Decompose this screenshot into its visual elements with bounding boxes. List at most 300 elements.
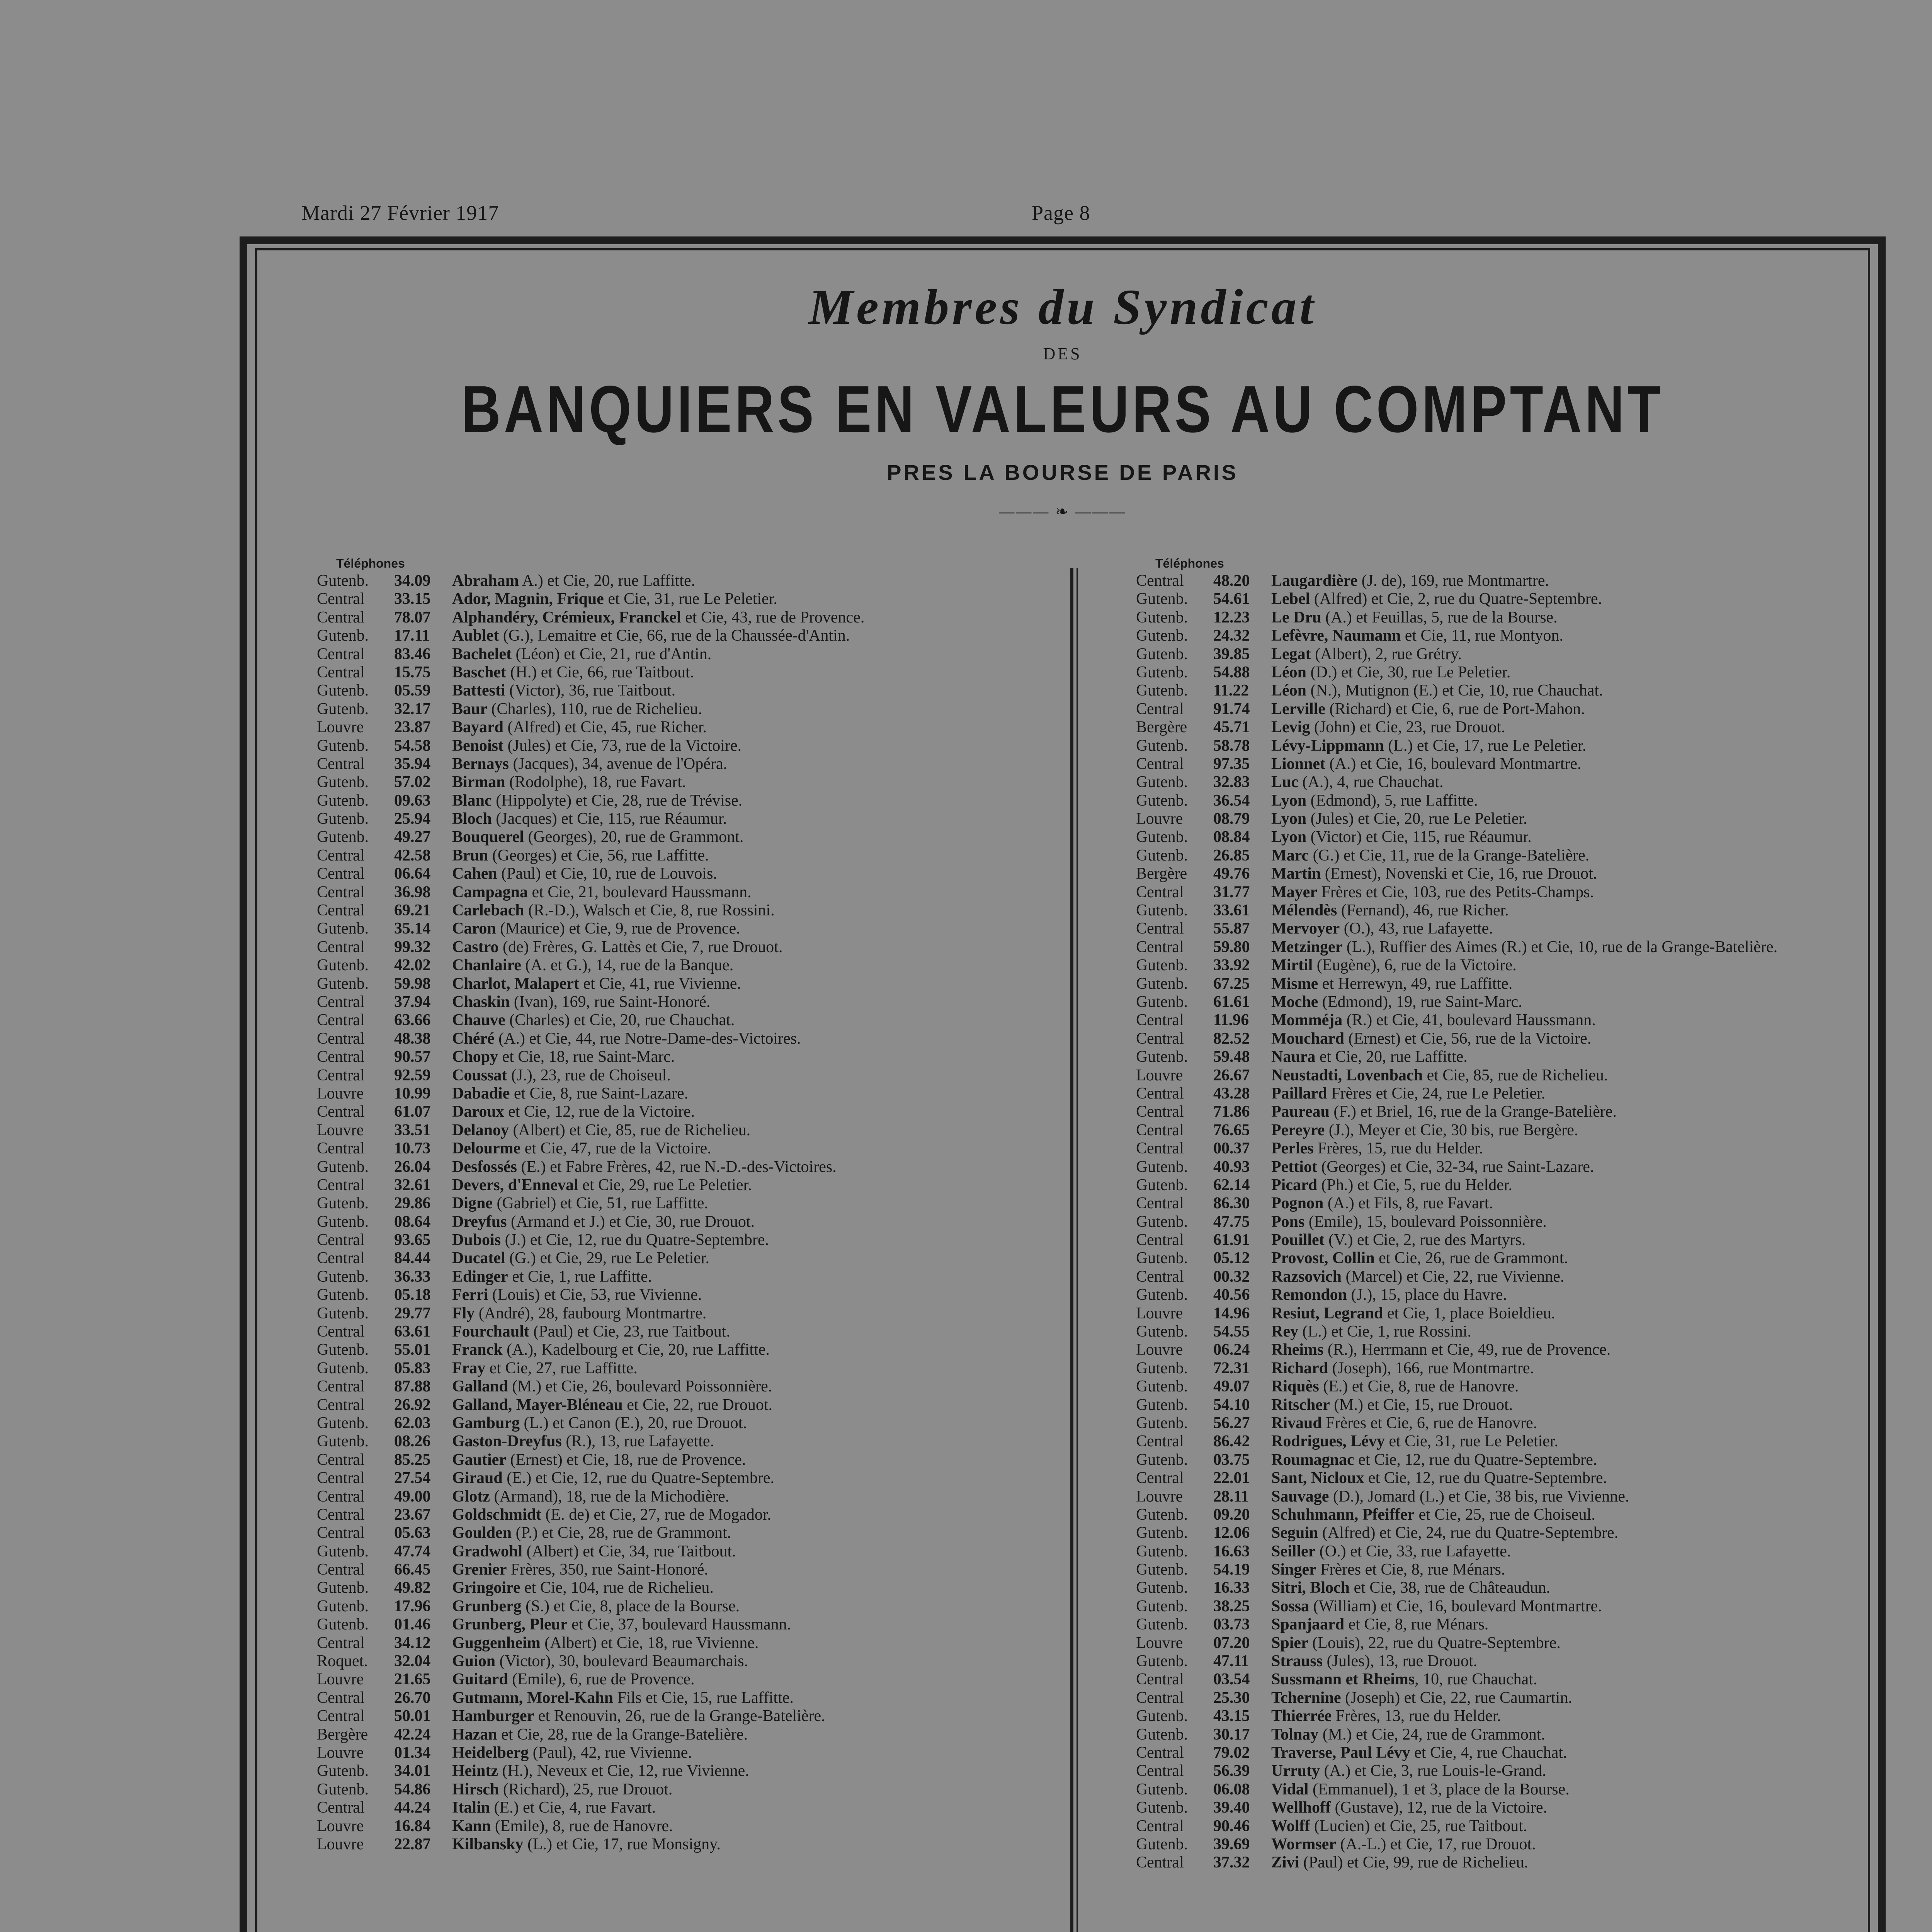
member-address: et Cie, 4, rue Chauchat.: [1410, 1744, 1567, 1762]
member-row: [1136, 1048, 1862, 1066]
member-address: (E. de) et Cie, 27, rue de Mogador.: [541, 1505, 771, 1524]
member-address: (Richard) et Cie, 6, rue de Port-Mahon.: [1325, 700, 1585, 718]
member-row: [1136, 1066, 1862, 1085]
member-address: (Ivan), 169, rue Saint-Honoré.: [510, 993, 711, 1011]
member-name: Ferri: [452, 1286, 488, 1304]
exchange-name: Central: [317, 1029, 365, 1048]
phone-number: 91.74: [1213, 700, 1250, 718]
member-address: (Albert) et Cie, 18, rue Vivienne.: [540, 1634, 759, 1652]
member-name: Tchernine: [1271, 1689, 1341, 1707]
phone-number: 71.86: [1213, 1103, 1250, 1121]
member-name: Mervoyer: [1271, 920, 1340, 938]
member-address: et Cie, 18, rue Saint-Marc.: [498, 1048, 675, 1066]
member-address: (J.), 23, rue de Choiseul.: [507, 1066, 671, 1084]
member-name: Blanc: [452, 791, 492, 810]
exchange-name: Central: [317, 1378, 365, 1396]
member-name: Bayard: [452, 718, 504, 736]
member-name: Léon: [1271, 682, 1307, 700]
exchange-name: Central: [317, 1634, 365, 1652]
member-address: (N.), Mutignon (E.) et Cie, 10, rue Chauchat.: [1306, 682, 1603, 700]
member-row: [1136, 682, 1862, 700]
phone-number: 59.48: [1213, 1048, 1250, 1066]
member-address: (Jules) et Cie, 73, rue de la Victoire.: [503, 736, 742, 755]
phone-number: 56.39: [1213, 1762, 1250, 1780]
exchange-name: Gutenb.: [1136, 1359, 1188, 1377]
member-address: (Alfred) et Cie, 45, rue Richer.: [503, 718, 707, 736]
exchange-name: Gutenb.: [1136, 1542, 1188, 1560]
member-row: [317, 1341, 1043, 1359]
exchange-name: Gutenb.: [317, 1432, 369, 1451]
phone-number: 36.98: [394, 883, 431, 901]
member-row: [317, 1707, 1043, 1725]
member-name: Italin: [452, 1799, 490, 1817]
exchange-name: Central: [317, 1524, 365, 1542]
member-address: et Cie, 104, rue de Richelieu.: [520, 1579, 714, 1597]
member-row: [1136, 1561, 1862, 1579]
phone-number: 23.67: [394, 1505, 431, 1524]
member-row: [1136, 1597, 1862, 1616]
member-row: [1136, 1726, 1862, 1744]
exchange-name: Gutenb.: [317, 1341, 369, 1359]
phone-number: 54.88: [1213, 663, 1250, 681]
exchange-name: Central: [317, 663, 365, 681]
exchange-name: Central: [1136, 1744, 1184, 1762]
member-row: [317, 1359, 1043, 1378]
exchange-name: Central: [317, 1799, 365, 1817]
member-name: Aublet: [452, 627, 499, 645]
member-row: [1136, 1323, 1862, 1341]
member-name: Seguin: [1271, 1524, 1318, 1542]
member-name: Dreyfus: [452, 1213, 507, 1231]
phone-number: 05.18: [394, 1286, 431, 1304]
member-row: [317, 755, 1043, 773]
phone-number: 40.56: [1213, 1286, 1250, 1304]
exchange-name: Central: [317, 755, 365, 773]
member-name: Bachelet: [452, 645, 512, 663]
member-address: (Victor), 36, rue Taitbout.: [505, 682, 676, 700]
member-address: et Cie, 37, boulevard Haussmann.: [567, 1616, 791, 1634]
phone-number: 86.30: [1213, 1194, 1250, 1213]
member-address: et Cie, 1, rue Laffitte.: [508, 1267, 652, 1286]
exchange-name: Gutenb.: [1136, 1176, 1188, 1194]
member-address: (Edmond), 19, rue Saint-Marc.: [1318, 993, 1522, 1011]
member-address: (Marcel) et Cie, 22, rue Vivienne.: [1342, 1267, 1565, 1286]
member-row: [1136, 1488, 1862, 1506]
member-name: Perles: [1271, 1139, 1314, 1158]
phone-number: 09.20: [1213, 1505, 1250, 1524]
member-address: et Cie, 8, rue Ménars.: [1344, 1616, 1489, 1634]
member-name: Fly: [452, 1304, 475, 1322]
exchange-name: Central: [1136, 572, 1184, 590]
phone-number: 01.46: [394, 1616, 431, 1634]
member-address: (Léon) et Cie, 21, rue d'Antin.: [511, 645, 712, 663]
member-address: (André), 28, faubourg Montmartre.: [474, 1304, 707, 1322]
phone-number: 42.24: [394, 1725, 431, 1743]
phone-number: 54.10: [1213, 1396, 1250, 1414]
exchange-name: Central: [317, 1176, 365, 1194]
member-address: (A.) et Fils, 8, rue Favart.: [1323, 1194, 1493, 1213]
exchange-name: Gutenb.: [1136, 901, 1188, 920]
member-name: Charlot, Malapert: [452, 975, 579, 993]
member-address: (A. et G.), 14, rue de la Banque.: [521, 956, 734, 975]
member-row: [1136, 1799, 1862, 1817]
member-name: Seiller: [1271, 1542, 1316, 1560]
exchange-name: Gutenb.: [317, 1194, 369, 1213]
phone-number: 15.75: [394, 663, 431, 681]
phone-number: 12.23: [1213, 608, 1250, 626]
phone-number: 36.33: [394, 1267, 431, 1286]
member-address: (Charles), 110, rue de Richelieu.: [487, 700, 702, 718]
member-address: Frères et Cie, 6, rue de Hanovre.: [1321, 1414, 1537, 1432]
exchange-name: Gutenb.: [1136, 828, 1188, 846]
member-name: Battesti: [452, 682, 505, 700]
member-address: (A.) et Cie, 44, rue Notre-Dame-des-Victoires.: [494, 1029, 801, 1048]
member-address: (Edmond), 5, rue Laffitte.: [1306, 791, 1478, 810]
member-row: [1136, 1744, 1862, 1762]
member-row: [317, 1139, 1043, 1158]
member-address: et Cie, 27, rue Laffitte.: [485, 1359, 638, 1377]
member-name: Delanoy: [452, 1121, 509, 1139]
column-divider-thin: [1077, 568, 1078, 1932]
member-row: [317, 1066, 1043, 1085]
member-row: [317, 1579, 1043, 1597]
member-row: [317, 1670, 1043, 1689]
member-name: Rheims: [1271, 1341, 1324, 1359]
member-name: Traverse, Paul Lévy: [1271, 1744, 1410, 1762]
exchange-name: Gutenb.: [317, 810, 369, 828]
phone-number: 48.20: [1213, 572, 1250, 590]
exchange-name: Central: [317, 1469, 365, 1487]
member-name: Paureau: [1271, 1103, 1330, 1121]
member-address: Frères et Cie, 103, rue des Petits-Champs.: [1317, 883, 1594, 901]
member-address: (Hippolyte) et Cie, 28, rue de Trévise.: [492, 791, 743, 810]
phone-number: 25.30: [1213, 1689, 1250, 1707]
member-address: (L.) et Canon (E.), 20, rue Drouot.: [520, 1414, 747, 1432]
phone-number: 54.58: [394, 736, 431, 755]
member-name: Hazan: [452, 1725, 497, 1743]
phone-number: 59.98: [394, 975, 431, 993]
phone-number: 55.01: [394, 1341, 431, 1359]
member-name: Caron: [452, 920, 496, 938]
member-address: (Joseph), 166, rue Montmartre.: [1328, 1359, 1534, 1377]
member-name: Chaskin: [452, 993, 510, 1011]
member-name: Giraud: [452, 1469, 503, 1487]
member-name: Levig: [1271, 718, 1310, 736]
member-address: Frères, 350, rue Saint-Honoré.: [507, 1561, 708, 1579]
exchange-name: Gutenb.: [317, 1359, 369, 1377]
phone-number: 16.84: [394, 1817, 431, 1835]
member-name: Coussat: [452, 1066, 507, 1084]
member-row: [1136, 1158, 1862, 1176]
exchange-name: Louvre: [1136, 810, 1183, 828]
member-row: [317, 572, 1043, 590]
member-address: Frères et Cie, 8, rue Ménars.: [1316, 1561, 1505, 1579]
member-address: (V.) et Cie, 2, rue des Martyrs.: [1324, 1231, 1526, 1249]
member-address: (Richard), 25, rue Drouot.: [499, 1780, 673, 1798]
exchange-name: Louvre: [317, 1744, 364, 1762]
member-row: [1136, 1524, 1862, 1542]
exchange-name: Bergère: [1136, 865, 1187, 883]
phone-number: 11.22: [1213, 682, 1249, 700]
member-name: Rivaud: [1271, 1414, 1322, 1432]
member-name: Mouchard: [1271, 1029, 1344, 1048]
exchange-name: Central: [1136, 1029, 1184, 1048]
member-address: (L.) et Cie, 17, rue Le Peletier.: [1384, 736, 1587, 755]
member-address: (Albert), 2, rue Grétry.: [1311, 645, 1462, 663]
member-address: (Jacques), 34, avenue de l'Opéra.: [509, 755, 727, 773]
member-name: Strauss: [1271, 1652, 1323, 1670]
member-address: (L.) et Cie, 1, rue Rossini.: [1298, 1323, 1471, 1341]
phone-number: 08.26: [394, 1432, 431, 1451]
exchange-name: Gutenb.: [1136, 1249, 1188, 1267]
phone-number: 25.94: [394, 810, 431, 828]
member-row: [317, 1634, 1043, 1652]
phone-number: 49.82: [394, 1579, 431, 1597]
exchange-name: Gutenb.: [1136, 736, 1188, 755]
member-row: [1136, 828, 1862, 846]
member-address: (Joseph) et Cie, 22, rue Caumartin.: [1341, 1689, 1572, 1707]
member-address: (Gabriel) et Cie, 51, rue Laffitte.: [493, 1194, 708, 1213]
member-row: [317, 883, 1043, 901]
member-address: (D.), Jomard (L.) et Cie, 38 bis, rue Vivienne.: [1329, 1487, 1629, 1505]
member-address: et Cie, 28, rue de la Grange-Batelière.: [497, 1725, 748, 1743]
member-name: Grunberg, Pleur: [452, 1616, 568, 1634]
member-address: (de) Frères, G. Lattès et Cie, 7, rue Drouot.: [498, 938, 783, 956]
phone-number: 99.32: [394, 938, 431, 956]
phone-number: 26.85: [1213, 846, 1250, 864]
member-row: [317, 1561, 1043, 1579]
members-column-right: [1136, 556, 1862, 1872]
phone-number: 43.28: [1213, 1084, 1250, 1102]
member-address: et Cie, 8, rue Saint-Lazare.: [510, 1084, 689, 1102]
exchange-name: Central: [317, 645, 365, 663]
exchange-name: Central: [1136, 755, 1184, 773]
title-des: DES: [1043, 344, 1082, 363]
member-row: [1136, 1670, 1862, 1689]
phone-number: 14.96: [1213, 1304, 1250, 1322]
member-address: (H.) et Cie, 66, rue Taitbout.: [506, 663, 694, 681]
member-name: Legat: [1271, 645, 1311, 663]
phone-number: 38.25: [1213, 1597, 1250, 1615]
exchange-name: Central: [1136, 1231, 1184, 1249]
phone-number: 39.40: [1213, 1799, 1250, 1817]
member-address: (O.) et Cie, 33, rue Lafayette.: [1315, 1542, 1511, 1560]
exchange-name: Gutenb.: [317, 920, 369, 938]
member-row: [317, 1158, 1043, 1176]
exchange-name: Louvre: [317, 1121, 364, 1139]
member-row: [1136, 572, 1862, 590]
phone-number: 92.59: [394, 1066, 431, 1084]
exchange-name: Central: [1136, 1194, 1184, 1213]
member-row: [317, 1451, 1043, 1469]
member-address: Frères et Cie, 24, rue Le Peletier.: [1327, 1084, 1546, 1102]
member-row: [317, 1030, 1043, 1048]
member-row: [317, 1616, 1043, 1634]
member-row: [317, 1249, 1043, 1267]
exchange-name: Central: [317, 901, 365, 920]
member-row: [317, 1304, 1043, 1323]
member-row: [1136, 645, 1862, 663]
member-address: A.) et Cie, 20, rue Laffitte.: [519, 572, 696, 590]
phone-number: 39.85: [1213, 645, 1250, 663]
phone-number: 22.01: [1213, 1469, 1250, 1487]
phone-number: 26.04: [394, 1158, 431, 1176]
member-name: Goulden: [452, 1524, 512, 1542]
member-name: Guion: [452, 1652, 496, 1670]
exchange-name: Gutenb.: [1136, 1707, 1188, 1725]
member-address: (E.) et Cie, 12, rue du Quatre-Septembre.: [502, 1469, 774, 1487]
member-name: Heidelberg: [452, 1744, 529, 1762]
phone-number: 84.44: [394, 1249, 431, 1267]
member-address: (G.) et Cie, 29, rue Le Peletier.: [505, 1249, 709, 1267]
phone-number: 16.33: [1213, 1579, 1250, 1597]
member-name: Hirsch: [452, 1780, 499, 1798]
issue-date: Mardi 27 Février 1917: [301, 201, 499, 224]
phone-number: 34.01: [394, 1762, 431, 1780]
phone-number: 34.12: [394, 1634, 431, 1652]
member-address: (Alfred) et Cie, 2, rue du Quatre-Septembre.: [1310, 590, 1602, 608]
member-row: [1136, 1304, 1862, 1323]
member-row: [317, 1744, 1043, 1762]
member-name: Bernays: [452, 755, 509, 773]
exchange-name: Central: [317, 1066, 365, 1084]
member-address: (E.) et Cie, 4, rue Favart.: [490, 1799, 656, 1817]
member-name: Lionnet: [1271, 755, 1326, 773]
phone-number: 06.24: [1213, 1341, 1250, 1359]
member-row: [1136, 1616, 1862, 1634]
member-address: (Armand et J.) et Cie, 30, rue Drouot.: [507, 1213, 755, 1231]
exchange-name: Central: [1136, 938, 1184, 956]
phone-number: 05.59: [394, 682, 431, 700]
member-name: Kann: [452, 1817, 491, 1835]
member-name: Picard: [1271, 1176, 1317, 1194]
exchange-name: Gutenb.: [1136, 627, 1188, 645]
phone-number: 06.64: [394, 865, 431, 883]
exchange-name: Central: [317, 1139, 365, 1158]
member-address: (Louis), 22, rue du Quatre-Septembre.: [1308, 1634, 1561, 1652]
member-name: Chopy: [452, 1048, 498, 1066]
member-name: Le Dru: [1271, 608, 1321, 626]
phone-number: 22.87: [394, 1835, 431, 1853]
member-address: et Cie, 26, rue de Grammont.: [1374, 1249, 1568, 1267]
phone-number: 12.06: [1213, 1524, 1250, 1542]
member-row: [1136, 1176, 1862, 1194]
member-row: [1136, 755, 1862, 773]
member-row: [317, 1652, 1043, 1670]
member-address: (A.-L.) et Cie, 17, rue Drouot.: [1336, 1835, 1536, 1853]
exchange-name: Gutenb.: [317, 572, 369, 590]
member-row: [1136, 1817, 1862, 1835]
member-address: et Cie, 25, rue de Choiseul.: [1415, 1505, 1595, 1524]
exchange-name: Gutenb.: [1136, 1561, 1188, 1579]
member-row: [317, 828, 1043, 846]
member-address: (Emile), 8, rue de Hanovre.: [491, 1817, 673, 1835]
member-address: (Eugène), 6, rue de la Victoire.: [1313, 956, 1517, 975]
member-row: [1136, 1469, 1862, 1487]
member-name: Gautier: [452, 1451, 506, 1469]
phone-number: 08.84: [1213, 828, 1250, 846]
member-row: [1136, 938, 1862, 956]
member-name: Pognon: [1271, 1194, 1324, 1213]
member-row: [1136, 993, 1862, 1011]
member-address: (L.), Ruffier des Aimes (R.) et Cie, 10, rue de la Grange-Batelière.: [1342, 938, 1778, 956]
exchange-name: Gutenb.: [1136, 1799, 1188, 1817]
member-address: et Cie, 31, rue Le Peletier.: [604, 590, 777, 608]
member-row: [1136, 1103, 1862, 1121]
phone-number: 47.75: [1213, 1213, 1250, 1231]
member-name: Desfossés: [452, 1158, 517, 1176]
exchange-name: Gutenb.: [1136, 1048, 1188, 1066]
telephones-header-left: Téléphones: [336, 556, 405, 570]
phone-number: 09.63: [394, 791, 431, 810]
member-address: et Renouvin, 26, rue de la Grange-Batelière.: [534, 1707, 825, 1725]
member-address: (Albert) et Cie, 34, rue Taitbout.: [522, 1542, 736, 1560]
member-row: [317, 1048, 1043, 1066]
member-row: [317, 645, 1043, 663]
member-name: Digne: [452, 1194, 493, 1213]
phone-number: 90.46: [1213, 1817, 1250, 1835]
exchange-name: Gutenb.: [1136, 1616, 1188, 1634]
member-address: (A.) et Feuillas, 5, rue de la Bourse.: [1321, 608, 1558, 626]
exchange-name: Central: [1136, 1139, 1184, 1158]
member-name: Urruty: [1271, 1762, 1320, 1780]
member-address: (E.) et Fabre Frères, 42, rue N.-D.-des-Victoires.: [517, 1158, 837, 1176]
phone-number: 54.86: [394, 1780, 431, 1798]
phone-number: 66.45: [394, 1561, 431, 1579]
phone-number: 05.83: [394, 1359, 431, 1377]
phone-number: 17.96: [394, 1597, 431, 1615]
member-name: Remondon: [1271, 1286, 1347, 1304]
member-row: [317, 1469, 1043, 1487]
exchange-name: Central: [317, 1011, 365, 1029]
telephones-header-right: Téléphones: [1155, 556, 1224, 570]
member-row: [1136, 1359, 1862, 1378]
member-name: Lyon: [1271, 828, 1307, 846]
member-address: (Georges), 20, rue de Grammont.: [524, 828, 744, 846]
exchange-name: Central: [317, 608, 365, 626]
exchange-name: Gutenb.: [1136, 956, 1188, 975]
phone-number: 40.93: [1213, 1158, 1250, 1176]
phone-number: 97.35: [1213, 755, 1250, 773]
member-name: Chéré: [452, 1029, 495, 1048]
member-address: (J.), 15, place du Havre.: [1347, 1286, 1507, 1304]
member-name: Mélendès: [1271, 901, 1337, 920]
phone-number: 31.77: [1213, 883, 1250, 901]
phone-number: 49.76: [1213, 865, 1250, 883]
phone-number: 33.61: [1213, 901, 1250, 920]
exchange-name: Central: [1136, 1121, 1184, 1139]
members-column-left: [317, 556, 1043, 1854]
member-row: [317, 920, 1043, 938]
member-row: [317, 663, 1043, 682]
member-row: [1136, 700, 1862, 718]
member-name: Bouquerel: [452, 828, 524, 846]
member-row: [317, 609, 1043, 627]
member-address: (Gustave), 12, rue de la Victoire.: [1331, 1799, 1548, 1817]
member-row: [317, 810, 1043, 828]
member-address: Frères, 15, rue du Helder.: [1313, 1139, 1483, 1158]
member-name: Kilbansky: [452, 1835, 524, 1853]
member-name: Léon: [1271, 663, 1307, 681]
member-row: [1136, 1085, 1862, 1103]
member-address: (R.) et Cie, 41, boulevard Haussmann.: [1342, 1011, 1596, 1029]
exchange-name: Central: [1136, 1762, 1184, 1780]
member-name: Benoist: [452, 736, 504, 755]
phone-number: 48.38: [394, 1029, 431, 1048]
member-name: Campagna: [452, 883, 528, 901]
member-row: [1136, 975, 1862, 993]
phone-number: 29.77: [394, 1304, 431, 1322]
